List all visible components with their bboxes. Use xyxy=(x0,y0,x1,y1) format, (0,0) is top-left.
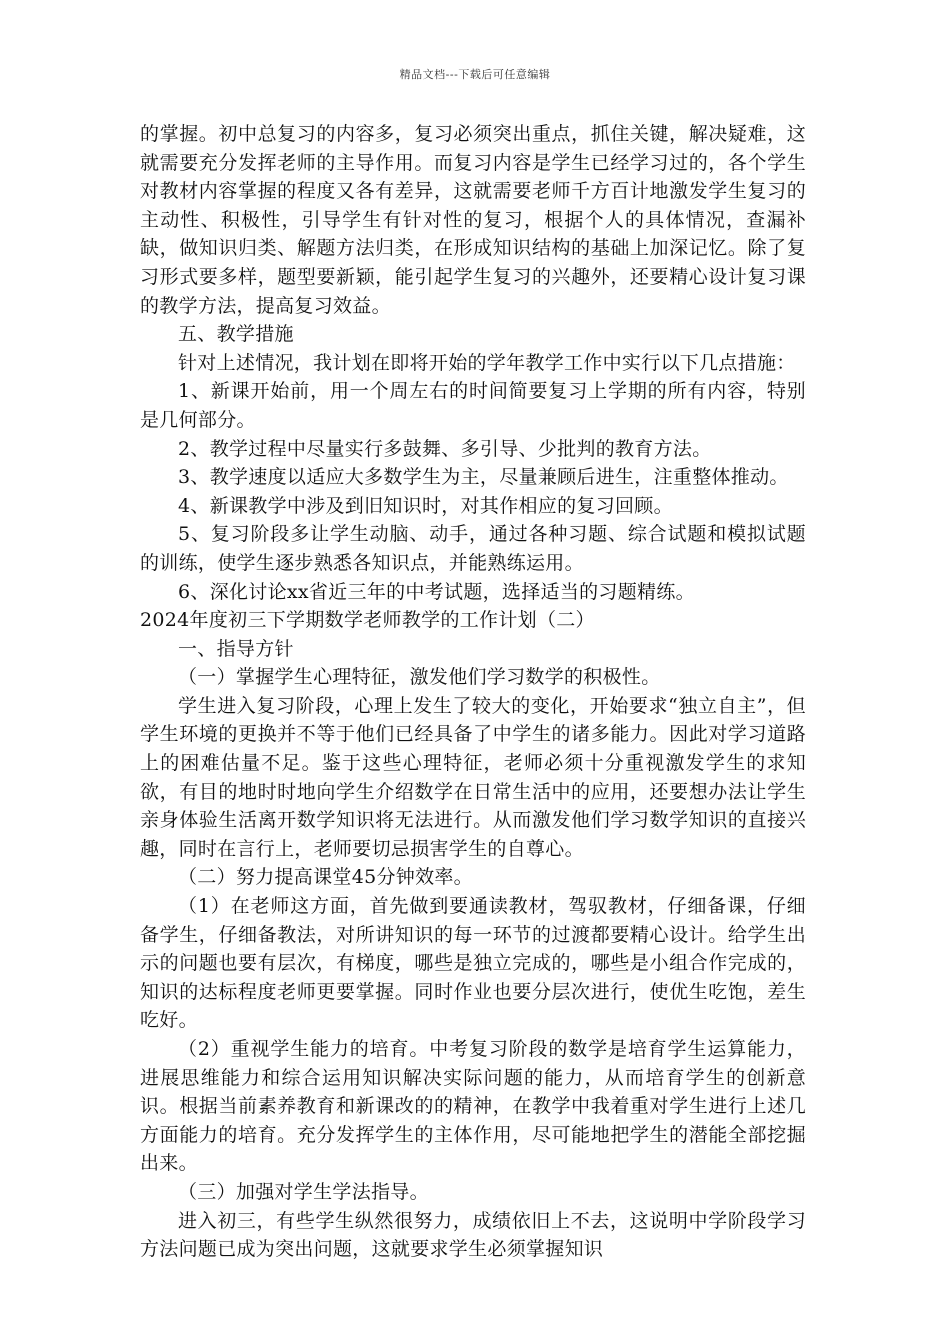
paragraph-student-psychology: 学生进入复习阶段，心理上发生了较大的变化，开始要求“独立自主”，但学生环境的更换并不等于他们已经具备了中学生的诸多能力。因此对学习道路上的困难估量不足。鉴于这些心理特征，老师必须十分重视激发学生的求知欲，有目的地时时地向学生介绍数学在日常生活中的应用，还要想办法让学生亲身体验生活离开数学知识将无法进行。从而激发他们学习数学知识的直接兴趣，同时在言行上，老师要切忌损害学生的自尊心。 xyxy=(140,694,806,860)
paragraph-study-methods: 进入初三，有些学生纵然很努力，成绩依旧上不去，这说明中学阶段学习方法问题已成为突出问题，这就要求学生必须掌握知识 xyxy=(140,1209,806,1261)
list-item-measure-6: 6、深化讨论xx省近三年的中考试题，选择适当的习题精练。 xyxy=(178,580,695,603)
list-item-measure-3: 3、教学速度以适应大多数学生为主，尽量兼顾后进生，注重整体推动。 xyxy=(178,466,789,489)
list-item-measure-5: 5、复习阶段多让学生动脑、动手，通过各种习题、综合试题和模拟试题的训练，使学生逐步熟悉各知识点，并能熟练运用。 xyxy=(140,523,806,574)
paragraph-continuation: 的掌握。初中总复习的内容多，复习必须突出重点，抓住关键，解决疑难，这就需要充分发挥老师的主导作用。而复习内容是学生已经学习过的，各个学生对教材内容掌握的程度又各有差异，这就需要老师千方百计地激发学生复习的主动性、积极性，引导学生有针对性的复习，根据个人的具体情况，查漏补缺，做知识归类、解题方法归类，在形成知识结构的基础上加深记忆。除了复习形式要多样，题型要新颖，能引起学生复习的兴趣外，还要精心设计复习课的教学方法，提高复习效益。 xyxy=(140,123,806,317)
section-heading-guiding-principles: 一、指导方针 xyxy=(178,637,294,660)
document-title-part-two: 2024年度初三下学期数学老师教学的工作计划（二） xyxy=(140,609,595,632)
subsection-heading-2: （二）努力提高课堂45分钟效率。 xyxy=(178,866,473,889)
section-heading-teaching-measures: 五、教学措施 xyxy=(178,323,294,346)
list-item-measure-4: 4、新课教学中涉及到旧知识时，对其作相应的复习回顾。 xyxy=(178,494,673,517)
subsection-heading-1: （一）掌握学生心理特征，激发他们学习数学的积极性。 xyxy=(178,666,661,689)
paragraph-measures-intro: 针对上述情况，我计划在即将开始的学年教学工作中实行以下几点措施： xyxy=(178,351,796,374)
list-item-measure-1: 1、新课开始前，用一个周左右的时间简要复习上学期的所有内容，特别是几何部分。 xyxy=(140,380,806,431)
list-item-measure-2: 2、教学过程中尽量实行多鼓舞、多引导、少批判的教育方法。 xyxy=(178,437,712,460)
paragraph-teacher-preparation: （1）在老师这方面，首先做到要通读教材，驾驭教材，仔细备课，仔细备学生，仔细备教法，对所讲知识的每一环节的过渡都要精心设计。给学生出示的问题也要有层次，有梯度，哪些是独立完成的，哪些是小组合作完成的，知识的达标程度老师更要掌握。同时作业也要分层次进行，使优生吃饱，差生吃好。 xyxy=(140,895,806,1032)
subsection-heading-3: （三）加强对学生学法指导。 xyxy=(178,1180,429,1203)
document-body xyxy=(140,120,806,1264)
paragraph-ability-cultivation: （2）重视学生能力的培育。中考复习阶段的数学是培育学生运算能力，进展思维能力和综合运用知识解决实际问题的能力，从而培育学生的创新意识。根据当前素养教育和新课改的的精神，在教学中我着重对学生进行上述几方面能力的培育。充分发挥学生的主体作用，尽可能地把学生的潜能全部挖掘出来。 xyxy=(140,1038,806,1175)
page-header: 精品文档---下载后可任意编辑 xyxy=(399,68,551,81)
